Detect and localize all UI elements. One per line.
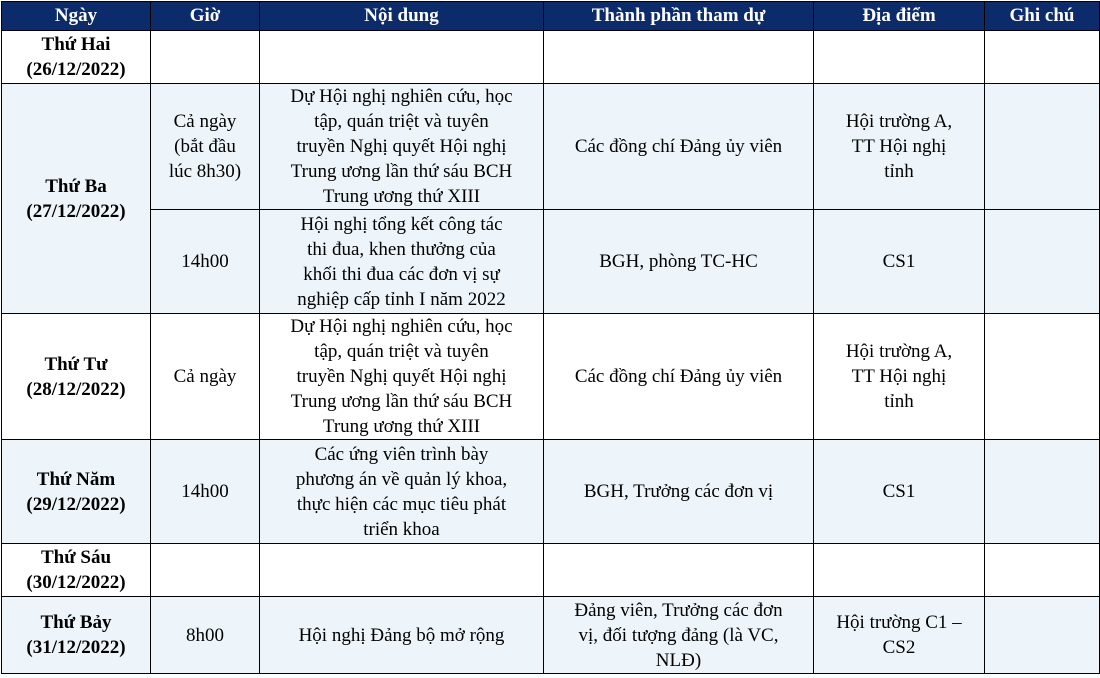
location-cell: CS1	[814, 440, 985, 544]
day-cell: Thứ Hai (26/12/2022)	[2, 31, 151, 84]
note-cell	[985, 544, 1100, 597]
location-cell	[814, 31, 985, 84]
table-row	[2, 84, 1100, 210]
content-cell: Hội nghị tổng kết công tác thi đua, khen thưởng của khối thi đua các đơn vị sự nghiệp cấp tỉnh I năm 2022	[260, 210, 544, 314]
table-row	[2, 210, 1100, 314]
content-cell: Dự Hội nghị nghiên cứu, học tập, quán triệt và tuyên truyền Nghị quyết Hội nghị Trung ương lần thứ sáu BCH Trung ương thứ XIII	[260, 84, 544, 210]
participants-cell	[544, 544, 814, 597]
note-cell	[985, 314, 1100, 440]
header-time: Giờ	[151, 2, 260, 31]
table-row	[2, 544, 1100, 597]
location-cell: Hội trường C1 – CS2	[814, 597, 985, 674]
location-cell	[814, 544, 985, 597]
day-cell: Thứ Ba (27/12/2022)	[2, 84, 151, 314]
header-participants: Thành phần tham dự	[544, 2, 814, 31]
participants-cell: BGH, phòng TC-HC	[544, 210, 814, 314]
content-cell	[260, 544, 544, 597]
weekly-schedule-table	[1, 1, 1100, 674]
header-note: Ghi chú	[985, 2, 1100, 31]
time-cell: Cả ngày (bắt đầu lúc 8h30)	[151, 84, 260, 210]
content-cell: Dự Hội nghị nghiên cứu, học tập, quán triệt và tuyên truyền Nghị quyết Hội nghị Trung ương lần thứ sáu BCH Trung ương thứ XIII	[260, 314, 544, 440]
time-cell	[151, 31, 260, 84]
header-content: Nội dung	[260, 2, 544, 31]
participants-cell: Đảng viên, Trưởng các đơn vị, đối tượng đảng (là VC, NLĐ)	[544, 597, 814, 674]
time-cell	[151, 544, 260, 597]
time-cell: 14h00	[151, 440, 260, 544]
note-cell	[985, 84, 1100, 210]
location-cell: Hội trường A, TT Hội nghị tỉnh	[814, 314, 985, 440]
table-row	[2, 440, 1100, 544]
participants-cell: Các đồng chí Đảng ủy viên	[544, 84, 814, 210]
table-row	[2, 314, 1100, 440]
note-cell	[985, 31, 1100, 84]
note-cell	[985, 597, 1100, 674]
header-row	[2, 2, 1100, 31]
location-cell: Hội trường A, TT Hội nghị tỉnh	[814, 84, 985, 210]
header-location: Địa điểm	[814, 2, 985, 31]
participants-cell: BGH, Trưởng các đơn vị	[544, 440, 814, 544]
header-day: Ngày	[2, 2, 151, 31]
day-cell: Thứ Bảy (31/12/2022)	[2, 597, 151, 674]
content-cell: Các ứng viên trình bày phương án về quản lý khoa, thực hiện các mục tiêu phát triển khoa	[260, 440, 544, 544]
participants-cell: Các đồng chí Đảng ủy viên	[544, 314, 814, 440]
note-cell	[985, 440, 1100, 544]
content-cell: Hội nghị Đảng bộ mở rộng	[260, 597, 544, 674]
day-cell: Thứ Tư (28/12/2022)	[2, 314, 151, 440]
location-cell: CS1	[814, 210, 985, 314]
day-cell: Thứ Sáu (30/12/2022)	[2, 544, 151, 597]
table-row	[2, 597, 1100, 674]
time-cell: Cả ngày	[151, 314, 260, 440]
table-row	[2, 31, 1100, 84]
day-cell: Thứ Năm (29/12/2022)	[2, 440, 151, 544]
time-cell: 8h00	[151, 597, 260, 674]
time-cell: 14h00	[151, 210, 260, 314]
note-cell	[985, 210, 1100, 314]
participants-cell	[544, 31, 814, 84]
content-cell	[260, 31, 544, 84]
